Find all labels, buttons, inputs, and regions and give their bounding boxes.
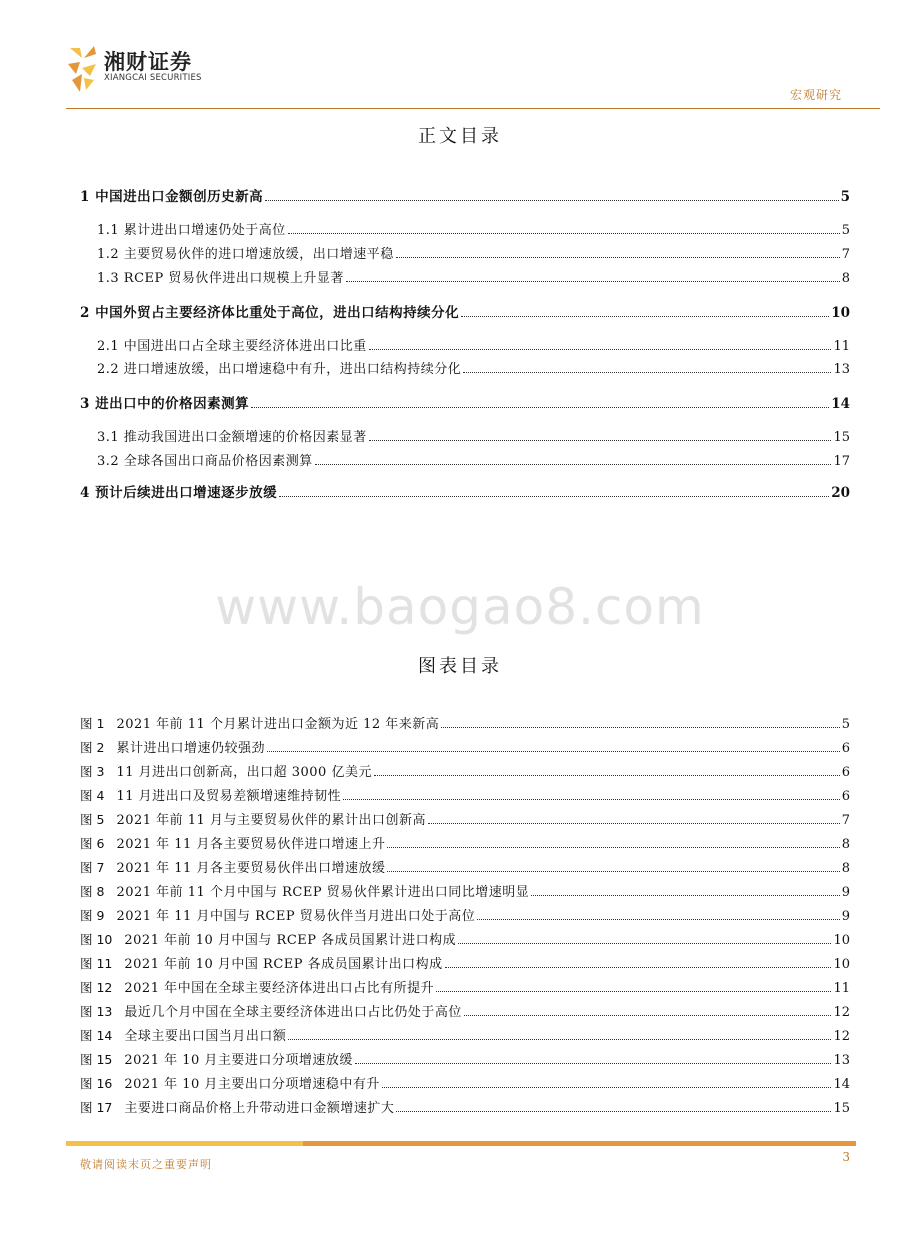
xiangcai-logo-icon xyxy=(66,44,98,94)
figure-label: 图 4 xyxy=(80,788,105,803)
leader-dots xyxy=(387,847,839,848)
toc-entry-page: 8 xyxy=(841,271,850,286)
lof-title: 图表目录 xyxy=(418,656,502,677)
figure-entry-text: 2021 年 11 月各主要贸易伙伴出口增速放缓 xyxy=(116,861,386,876)
leader-dots xyxy=(369,349,832,350)
toc-entry-page: 20 xyxy=(831,485,850,501)
figure-entry-page: 9 xyxy=(841,885,850,900)
leader-dots xyxy=(464,1015,832,1016)
figure-entry[interactable] xyxy=(80,760,850,780)
leader-dots xyxy=(396,1111,831,1112)
toc-entry-page: 10 xyxy=(831,305,850,321)
toc-entry-page: 13 xyxy=(833,362,850,377)
toc-entry-page: 15 xyxy=(833,430,850,445)
figure-entry-page: 13 xyxy=(833,1053,850,1068)
toc-entry[interactable] xyxy=(80,242,850,262)
figure-entry-page: 15 xyxy=(833,1101,850,1116)
leader-dots xyxy=(428,823,840,824)
toc-entry-page: 11 xyxy=(833,339,850,354)
leader-dots xyxy=(288,233,840,234)
toc-entry[interactable] xyxy=(80,334,850,354)
footer-disclaimer: 敬请阅读末页之重要声明 xyxy=(80,1158,212,1171)
figure-label: 图 11 xyxy=(80,956,113,971)
toc-entry-text: 2.2 进口增速放缓，出口增速稳中有升，进出口结构持续分化 xyxy=(97,362,462,377)
figure-entry-page: 8 xyxy=(841,837,850,852)
figure-entry-text: 最近几个月中国在全球主要经济体进出口占比仍处于高位 xyxy=(124,1005,462,1020)
toc-entry[interactable] xyxy=(80,392,850,412)
figure-entry-text: 2021 年 11 月各主要贸易伙伴进口增速上升 xyxy=(116,837,386,852)
figure-entry[interactable] xyxy=(80,856,850,876)
figure-label: 图 12 xyxy=(80,980,113,995)
figure-entry[interactable] xyxy=(80,808,850,828)
figure-label: 图 14 xyxy=(80,1028,113,1043)
figure-label: 图 13 xyxy=(80,1004,113,1019)
leader-dots xyxy=(477,919,840,920)
figure-entry[interactable] xyxy=(80,904,850,924)
figure-entry-text: 2021 年 10 月主要出口分项增速稳中有升 xyxy=(124,1077,380,1092)
toc-entry[interactable] xyxy=(80,481,850,501)
figure-entry[interactable] xyxy=(80,976,850,996)
figure-entry-text: 主要进口商品价格上升带动进口金额增速扩大 xyxy=(124,1101,395,1116)
leader-dots xyxy=(251,407,829,408)
toc-entry[interactable] xyxy=(80,449,850,469)
toc-entry-text: 1 中国进出口金额创历史新高 xyxy=(80,189,264,205)
leader-dots xyxy=(461,316,829,317)
footer-bar-dark xyxy=(303,1141,856,1146)
toc-entry-text: 3.1 推动我国进出口金额增速的价格因素显著 xyxy=(97,430,367,445)
leader-dots xyxy=(265,200,839,201)
leader-dots xyxy=(369,440,832,441)
toc-entry-text: 2 中国外贸占主要经济体比重处于高位，进出口结构持续分化 xyxy=(80,305,460,321)
header-divider xyxy=(66,108,880,109)
toc-entry-page: 17 xyxy=(833,454,850,469)
toc-entry-page: 5 xyxy=(841,223,850,238)
toc-entry[interactable] xyxy=(80,301,850,321)
page-header xyxy=(0,0,920,112)
figure-label: 图 7 xyxy=(80,860,105,875)
figure-label: 图 1 xyxy=(80,716,105,731)
toc-entry[interactable] xyxy=(80,185,850,205)
leader-dots xyxy=(288,1039,831,1040)
figure-entry[interactable] xyxy=(80,736,850,756)
figure-entry-page: 6 xyxy=(841,741,850,756)
figure-entry-page: 12 xyxy=(833,1029,850,1044)
leader-dots xyxy=(355,1063,832,1064)
figure-entry[interactable] xyxy=(80,832,850,852)
figure-entry[interactable] xyxy=(80,880,850,900)
toc-title: 正文目录 xyxy=(418,126,502,147)
leader-dots xyxy=(279,496,829,497)
toc-entry-page: 14 xyxy=(831,396,850,412)
toc-entry-text: 1.2 主要贸易伙伴的进口增速放缓，出口增速平稳 xyxy=(97,247,394,262)
toc-entry-page: 5 xyxy=(840,189,850,205)
leader-dots xyxy=(387,871,839,872)
leader-dots xyxy=(382,1087,832,1088)
watermark: www.baogao8.com xyxy=(215,578,705,636)
figure-entry-page: 10 xyxy=(833,933,850,948)
leader-dots xyxy=(458,943,831,944)
figure-entry[interactable] xyxy=(80,928,850,948)
figure-label: 图 16 xyxy=(80,1076,113,1091)
logo-name-en: XIANGCAI SECURITIES xyxy=(104,73,202,83)
figure-entry-page: 7 xyxy=(841,813,850,828)
leader-dots xyxy=(396,257,840,258)
figure-entry-page: 9 xyxy=(841,909,850,924)
figure-entry-page: 11 xyxy=(833,981,850,996)
figure-label: 图 17 xyxy=(80,1100,113,1115)
figure-entry-page: 6 xyxy=(841,765,850,780)
figure-entry-text: 11 月进出口创新高，出口超 3000 亿美元 xyxy=(116,765,372,780)
figure-entry-page: 10 xyxy=(833,957,850,972)
figure-entry[interactable] xyxy=(80,1000,850,1020)
figure-entry-text: 2021 年 11 月中国与 RCEP 贸易伙伴当月进出口处于高位 xyxy=(116,909,476,924)
toc-entry-text: 1.3 RCEP 贸易伙伴进出口规模上升显著 xyxy=(97,271,344,286)
toc-entry-text: 3.2 全球各国出口商品价格因素测算 xyxy=(97,454,313,469)
toc-entry-text: 1.1 累计进出口增速仍处于高位 xyxy=(97,223,286,238)
figure-entry[interactable] xyxy=(80,712,850,732)
figure-label: 图 2 xyxy=(80,740,105,755)
leader-dots xyxy=(374,775,840,776)
figure-label: 图 3 xyxy=(80,764,105,779)
section-tag: 宏观研究 xyxy=(789,88,842,102)
toc-entry-text: 4 预计后续进出口增速逐步放缓 xyxy=(80,485,278,501)
toc-entry-page: 7 xyxy=(841,247,850,262)
leader-dots xyxy=(346,281,840,282)
leader-dots xyxy=(436,991,831,992)
figure-label: 图 8 xyxy=(80,884,105,899)
figure-entry-text: 11 月进出口及贸易差额增速维持韧性 xyxy=(116,789,342,804)
figure-entry-text: 2021 年中国在全球主要经济体进出口占比有所提升 xyxy=(124,981,435,996)
figure-entry-page: 8 xyxy=(841,861,850,876)
toc-entry[interactable] xyxy=(80,266,850,286)
figure-entry-page: 14 xyxy=(833,1077,850,1092)
figure-entry-text: 2021 年 10 月主要进口分项增速放缓 xyxy=(124,1053,353,1068)
page-number: 3 xyxy=(842,1150,850,1164)
figure-label: 图 9 xyxy=(80,908,105,923)
figure-entry-text: 2021 年前 11 个月中国与 RCEP 贸易伙伴累计进出口同比增速明显 xyxy=(116,885,530,900)
toc-entry[interactable] xyxy=(80,425,850,445)
leader-dots xyxy=(343,799,840,800)
leader-dots xyxy=(445,967,832,968)
toc-entry-text: 2.1 中国进出口占全球主要经济体进出口比重 xyxy=(97,339,367,354)
figure-entry-text: 累计进出口增速仍较强劲 xyxy=(116,741,265,756)
figure-entry-text: 2021 年前 10 月中国与 RCEP 各成员国累计进口构成 xyxy=(124,933,457,948)
figure-entry[interactable] xyxy=(80,1096,850,1116)
figure-entry[interactable] xyxy=(80,1072,850,1092)
footer-bar-light xyxy=(66,1141,303,1146)
figure-entry-text: 2021 年前 11 月与主要贸易伙伴的累计出口创新高 xyxy=(116,813,426,828)
figure-entry[interactable] xyxy=(80,952,850,972)
figure-entry[interactable] xyxy=(80,1048,850,1068)
figure-entry-page: 6 xyxy=(841,789,850,804)
leader-dots xyxy=(315,464,832,465)
figure-entry[interactable] xyxy=(80,1024,850,1044)
leader-dots xyxy=(463,372,831,373)
figure-label: 图 10 xyxy=(80,932,113,947)
leader-dots xyxy=(267,751,840,752)
leader-dots xyxy=(531,895,840,896)
footer-bar xyxy=(66,1141,856,1146)
figure-entry-page: 5 xyxy=(841,717,850,732)
toc-entry-text: 3 进出口中的价格因素测算 xyxy=(80,396,250,412)
logo-name-cn: 湘财证券 xyxy=(104,50,192,74)
figure-entry-page: 12 xyxy=(833,1005,850,1020)
figure-entry-text: 2021 年前 10 月中国 RCEP 各成员国累计出口构成 xyxy=(124,957,443,972)
leader-dots xyxy=(441,727,839,728)
toc-entry[interactable] xyxy=(80,218,850,238)
figure-entry-text: 全球主要出口国当月出口额 xyxy=(124,1029,287,1044)
figure-label: 图 5 xyxy=(80,812,105,827)
figure-label: 图 6 xyxy=(80,836,105,851)
figure-entry[interactable] xyxy=(80,784,850,804)
toc-entry[interactable] xyxy=(80,357,850,377)
figure-entry-text: 2021 年前 11 个月累计进出口金额为近 12 年来新高 xyxy=(116,717,440,732)
figure-label: 图 15 xyxy=(80,1052,113,1067)
